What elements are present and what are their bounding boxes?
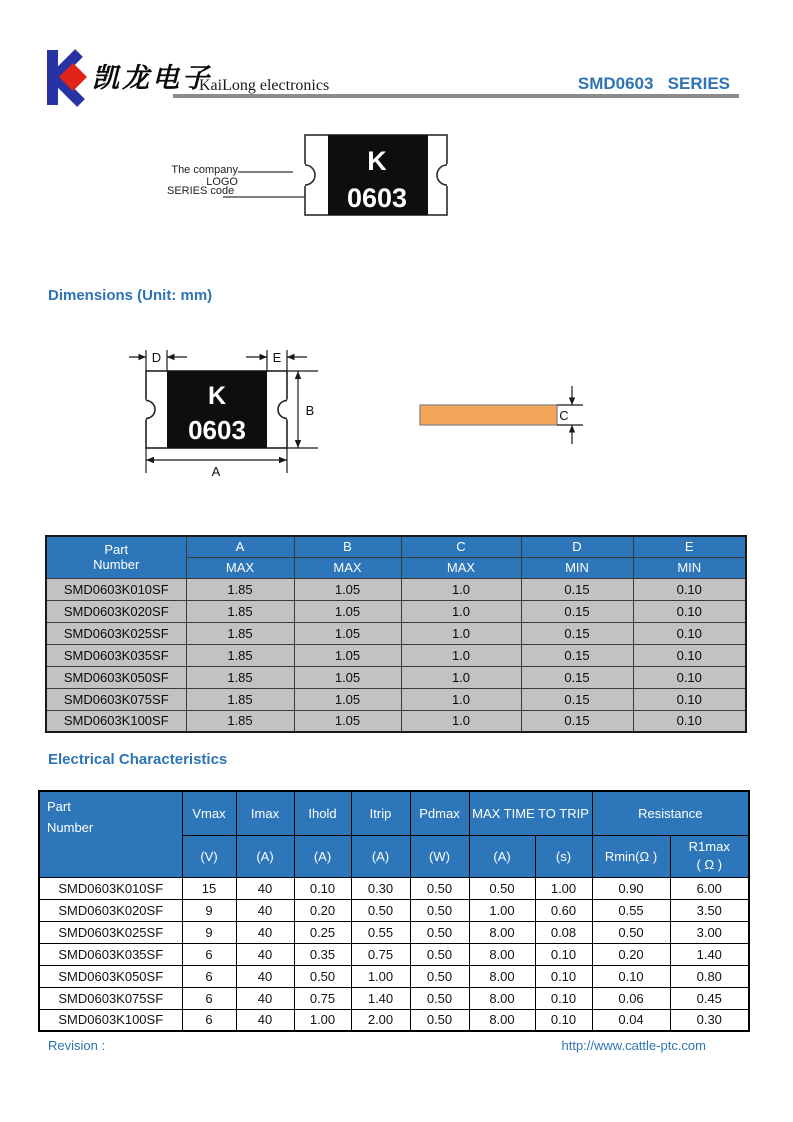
- value-cell: 1.00: [351, 965, 410, 987]
- value-cell: 40: [236, 987, 294, 1009]
- value-cell: 0.06: [592, 987, 670, 1009]
- value-cell: 0.55: [351, 921, 410, 943]
- value-cell: 0.50: [410, 877, 469, 899]
- col-header-ihold: Ihold: [294, 791, 351, 835]
- value-cell: 1.85: [186, 644, 294, 666]
- value-cell: 0.10: [633, 666, 746, 688]
- front-view-logo-marking: K: [207, 382, 227, 410]
- value-cell: 0.50: [351, 899, 410, 921]
- part-number-cell: SMD0603K100SF: [39, 1009, 182, 1031]
- col-header-b: B: [294, 536, 401, 557]
- value-cell: 3.00: [670, 921, 749, 943]
- table-row: [39, 1009, 749, 1031]
- col-header-pdmax: Pdmax: [410, 791, 469, 835]
- value-cell: 0.50: [469, 877, 535, 899]
- value-cell: 0.10: [592, 965, 670, 987]
- part-number-cell: SMD0603K050SF: [39, 965, 182, 987]
- value-cell: 0.30: [670, 1009, 749, 1031]
- table-row: [46, 578, 746, 600]
- dimensions-table-header-row-1: [46, 536, 746, 557]
- dim-label-b: B: [305, 403, 315, 418]
- value-cell: 0.10: [633, 622, 746, 644]
- value-cell: 1.00: [294, 1009, 351, 1031]
- value-cell: 0.15: [521, 644, 633, 666]
- brand-name-english: KaiLong electronics: [199, 77, 330, 94]
- value-cell: 1.05: [294, 644, 401, 666]
- brand-name-chinese: 凯龙电子: [92, 63, 212, 94]
- table-row: [39, 965, 749, 987]
- part-number-cell: SMD0603K025SF: [46, 622, 186, 644]
- unit-header-a3: (A): [351, 835, 410, 877]
- package-logo-marking: K: [367, 146, 387, 176]
- value-cell: 0.50: [410, 987, 469, 1009]
- value-cell: 1.05: [294, 622, 401, 644]
- value-cell: 0.50: [410, 899, 469, 921]
- value-cell: 1.0: [401, 710, 521, 732]
- value-cell: 1.85: [186, 600, 294, 622]
- value-cell: 0.10: [535, 987, 592, 1009]
- table-row: [39, 987, 749, 1009]
- electrical-heading: Electrical Characteristics: [48, 751, 228, 768]
- col-header-e: E: [633, 536, 746, 557]
- col-header-itrip: Itrip: [351, 791, 410, 835]
- callout-series-code: SERIES code: [167, 185, 235, 197]
- part-number-cell: SMD0603K050SF: [46, 666, 186, 688]
- value-cell: 0.50: [410, 965, 469, 987]
- electrical-table: [38, 790, 750, 1032]
- value-cell: 1.40: [351, 987, 410, 1009]
- dimension-front-view-drawing: [125, 338, 325, 483]
- value-cell: 0.80: [670, 965, 749, 987]
- value-cell: 0.35: [294, 943, 351, 965]
- part-number-cell: SMD0603K035SF: [46, 644, 186, 666]
- dim-label-c: C: [559, 408, 569, 423]
- value-cell: 1.85: [186, 666, 294, 688]
- package-series-marking: 0603: [346, 183, 408, 213]
- value-cell: 1.40: [670, 943, 749, 965]
- table-row: [46, 710, 746, 732]
- unit-header-rmin: Rmin(Ω ): [592, 835, 670, 877]
- col-header-imax: Imax: [236, 791, 294, 835]
- value-cell: 0.55: [592, 899, 670, 921]
- part-number-cell: SMD0603K020SF: [39, 899, 182, 921]
- value-cell: 0.10: [535, 943, 592, 965]
- value-cell: 0.08: [535, 921, 592, 943]
- value-cell: 1.05: [294, 666, 401, 688]
- part-number-cell: SMD0603K035SF: [39, 943, 182, 965]
- website-link[interactable]: http://www.cattle-ptc.com: [561, 1038, 706, 1053]
- value-cell: 40: [236, 1009, 294, 1031]
- value-cell: 0.10: [294, 877, 351, 899]
- value-cell: 0.20: [592, 943, 670, 965]
- part-number-header: [39, 791, 182, 877]
- company-logo-icon: [43, 48, 93, 108]
- part-number-cell: SMD0603K020SF: [46, 600, 186, 622]
- value-cell: 1.85: [186, 578, 294, 600]
- part-number-cell: SMD0603K100SF: [46, 710, 186, 732]
- value-cell: 1.85: [186, 688, 294, 710]
- limit-header-b: MAX: [294, 557, 401, 578]
- col-header-c: C: [401, 536, 521, 557]
- revision-label: Revision :: [48, 1038, 106, 1053]
- dim-label-a: A: [211, 464, 221, 479]
- part-header-line1: Part: [47, 799, 71, 814]
- value-cell: 1.85: [186, 622, 294, 644]
- limit-header-c: MAX: [401, 557, 521, 578]
- limit-header-a: MAX: [186, 557, 294, 578]
- front-view-series-marking: 0603: [188, 415, 246, 445]
- value-cell: 0.50: [294, 965, 351, 987]
- value-cell: 1.05: [294, 600, 401, 622]
- col-group-max-time-to-trip: MAX TIME TO TRIP: [469, 791, 592, 835]
- value-cell: 40: [236, 965, 294, 987]
- value-cell: 0.15: [521, 622, 633, 644]
- value-cell: 9: [182, 921, 236, 943]
- value-cell: 6: [182, 1009, 236, 1031]
- value-cell: 0.04: [592, 1009, 670, 1031]
- electrical-header-row-1: [39, 791, 749, 835]
- col-header-a: A: [186, 536, 294, 557]
- r1max-line2: ( Ω ): [696, 857, 723, 872]
- part-number-cell: SMD0603K010SF: [46, 578, 186, 600]
- unit-header-a2: (A): [294, 835, 351, 877]
- value-cell: 0.75: [294, 987, 351, 1009]
- table-row: [39, 877, 749, 899]
- value-cell: 0.50: [410, 943, 469, 965]
- value-cell: 0.45: [670, 987, 749, 1009]
- value-cell: 1.0: [401, 622, 521, 644]
- table-row: [46, 666, 746, 688]
- value-cell: 0.10: [633, 644, 746, 666]
- header-divider: [173, 94, 739, 98]
- value-cell: 0.30: [351, 877, 410, 899]
- value-cell: 8.00: [469, 987, 535, 1009]
- col-group-resistance: Resistance: [592, 791, 749, 835]
- value-cell: 0.15: [521, 710, 633, 732]
- value-cell: 6: [182, 987, 236, 1009]
- r1max-line1: R1max: [688, 839, 730, 855]
- table-row: [46, 644, 746, 666]
- part-header-line2: Number: [93, 557, 140, 573]
- part-header-line2: Number: [47, 819, 94, 835]
- callout-company-logo: The company LOGO: [171, 164, 238, 188]
- value-cell: 0.15: [521, 666, 633, 688]
- value-cell: 0.10: [633, 688, 746, 710]
- dim-label-e: E: [272, 350, 282, 365]
- value-cell: 0.20: [294, 899, 351, 921]
- value-cell: 40: [236, 899, 294, 921]
- table-row: [39, 943, 749, 965]
- value-cell: 0.10: [535, 1009, 592, 1031]
- value-cell: 9: [182, 899, 236, 921]
- unit-header-v: (V): [182, 835, 236, 877]
- table-row: [39, 899, 749, 921]
- value-cell: 0.50: [592, 921, 670, 943]
- dimension-side-view-drawing: [400, 378, 590, 448]
- unit-header-a4: (A): [469, 835, 535, 877]
- value-cell: 1.0: [401, 578, 521, 600]
- series-title: SMD0603 SERIES: [577, 74, 730, 93]
- value-cell: 0.75: [351, 943, 410, 965]
- value-cell: 3.50: [670, 899, 749, 921]
- table-row: [39, 921, 749, 943]
- value-cell: 1.0: [401, 644, 521, 666]
- value-cell: 8.00: [469, 1009, 535, 1031]
- value-cell: 0.90: [592, 877, 670, 899]
- value-cell: 15: [182, 877, 236, 899]
- value-cell: 1.0: [401, 600, 521, 622]
- part-number-cell: SMD0603K025SF: [39, 921, 182, 943]
- value-cell: 8.00: [469, 921, 535, 943]
- limit-header-d: MIN: [521, 557, 633, 578]
- unit-header-a1: (A): [236, 835, 294, 877]
- value-cell: 1.0: [401, 688, 521, 710]
- col-header-vmax: Vmax: [182, 791, 236, 835]
- part-number-header: [46, 536, 186, 578]
- value-cell: 40: [236, 921, 294, 943]
- unit-header-s: (s): [535, 835, 592, 877]
- value-cell: 0.10: [633, 600, 746, 622]
- value-cell: 1.0: [401, 666, 521, 688]
- value-cell: 0.15: [521, 578, 633, 600]
- value-cell: 0.25: [294, 921, 351, 943]
- value-cell: 0.10: [633, 710, 746, 732]
- value-cell: 0.50: [410, 1009, 469, 1031]
- unit-header-w: (W): [410, 835, 469, 877]
- table-row: [46, 688, 746, 710]
- limit-header-e: MIN: [633, 557, 746, 578]
- value-cell: 40: [236, 877, 294, 899]
- value-cell: 0.10: [535, 965, 592, 987]
- value-cell: 6.00: [670, 877, 749, 899]
- value-cell: 1.00: [535, 877, 592, 899]
- value-cell: 0.50: [410, 921, 469, 943]
- table-row: [46, 600, 746, 622]
- value-cell: 0.60: [535, 899, 592, 921]
- col-header-d: D: [521, 536, 633, 557]
- value-cell: 2.00: [351, 1009, 410, 1031]
- unit-header-r1max: [670, 835, 749, 877]
- value-cell: 1.85: [186, 710, 294, 732]
- value-cell: 0.15: [521, 600, 633, 622]
- value-cell: 1.00: [469, 899, 535, 921]
- value-cell: 1.05: [294, 710, 401, 732]
- value-cell: 8.00: [469, 943, 535, 965]
- dimensions-table: [45, 535, 747, 733]
- table-row: [46, 622, 746, 644]
- part-header-line1: Part: [104, 542, 129, 558]
- value-cell: 8.00: [469, 965, 535, 987]
- part-number-cell: SMD0603K075SF: [46, 688, 186, 710]
- value-cell: 6: [182, 965, 236, 987]
- value-cell: 0.15: [521, 688, 633, 710]
- value-cell: 40: [236, 943, 294, 965]
- part-number-cell: SMD0603K010SF: [39, 877, 182, 899]
- value-cell: 1.05: [294, 688, 401, 710]
- value-cell: 1.05: [294, 578, 401, 600]
- value-cell: 0.10: [633, 578, 746, 600]
- dimensions-heading: Dimensions (Unit: mm): [48, 287, 213, 304]
- dim-label-d: D: [151, 350, 162, 365]
- part-number-cell: SMD0603K075SF: [39, 987, 182, 1009]
- value-cell: 6: [182, 943, 236, 965]
